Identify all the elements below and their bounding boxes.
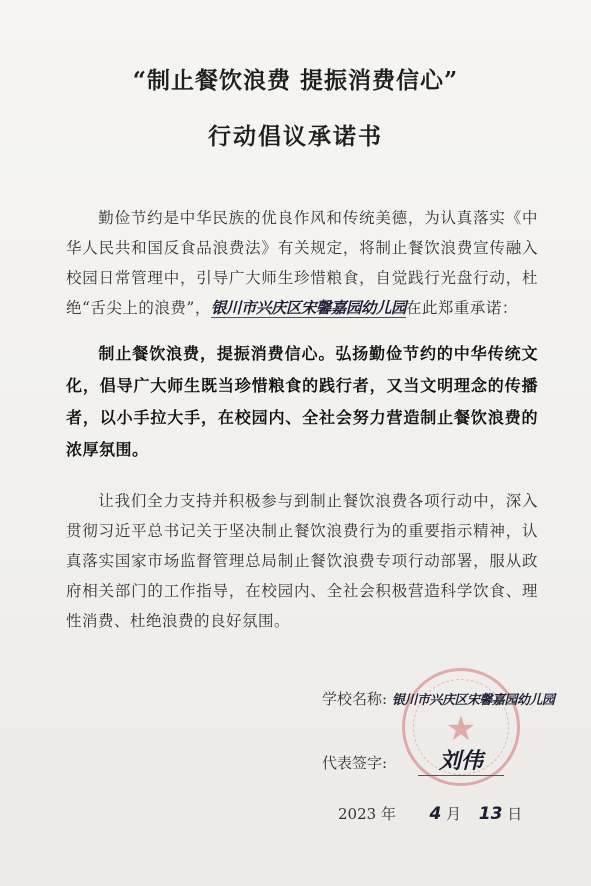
date-day: 13 <box>478 804 503 824</box>
handwritten-school-name: 银川市兴庆区宋馨嘉园幼儿园 <box>210 299 406 317</box>
date-month: 4 <box>429 804 442 824</box>
representative-signature-row <box>322 744 504 776</box>
paragraph-intro-end: 在此郑重承诺： <box>405 299 518 317</box>
date-year-suffix: 年 <box>380 805 396 823</box>
date-day-suffix: 日 <box>507 805 523 823</box>
date-row <box>338 803 522 824</box>
date-year: 2023 <box>338 805 377 823</box>
school-name-value: 银川市兴庆区宋馨嘉园幼儿园 <box>391 693 555 708</box>
paragraph-commitment <box>66 338 538 466</box>
school-name-label: 学校名称: <box>322 690 388 708</box>
school-name-row <box>322 688 554 709</box>
paragraph-commitment-text: 制止餐饮浪费，提振消费信心。弘扬勤俭节约的中华传统文化，倡导广大师生既当珍惜粮食的践行者，又当文明理念的传播者，以小手拉大手，在校园内、全社会努力营造制止餐饮浪费的浓厚氛围。 <box>66 344 538 459</box>
paragraph-intro <box>66 203 538 323</box>
seal-star-icon: ★ <box>445 709 477 749</box>
paragraph-action-text: 让我们全力支持并积极参与到制止餐饮浪费各项行动中，深入贯彻习近平总书记关于坚决制止餐饮浪费行为的重要指示精神，认真落实国家市场监督管理总局制止餐饮浪费专项行动部署，服从政府相关部门的工作指导，在校园内、全社会积极营造科学饮食、理性消费、杜绝浪费的良好氛围。 <box>66 492 538 630</box>
date-month-suffix: 月 <box>446 805 462 823</box>
paragraph-intro-text: 勤俭节约是中华民族的优良作风和传统美德，为认真落实《中华人民共和国反食品浪费法》有关规定，将制止餐饮浪费宣传融入校园日常管理中，引导广大师生珍惜粮食，自觉践行光盘行动，杜绝“舌尖上的浪费”， <box>66 209 538 317</box>
document-subtitle: 行动倡议承诺书 <box>208 123 383 150</box>
representative-label: 代表签字: <box>322 754 388 772</box>
representative-signature: 刘伟 <box>418 744 504 776</box>
document-title: “制止餐饮浪费 提振消费信心” <box>132 67 459 94</box>
paragraph-action <box>66 486 538 636</box>
